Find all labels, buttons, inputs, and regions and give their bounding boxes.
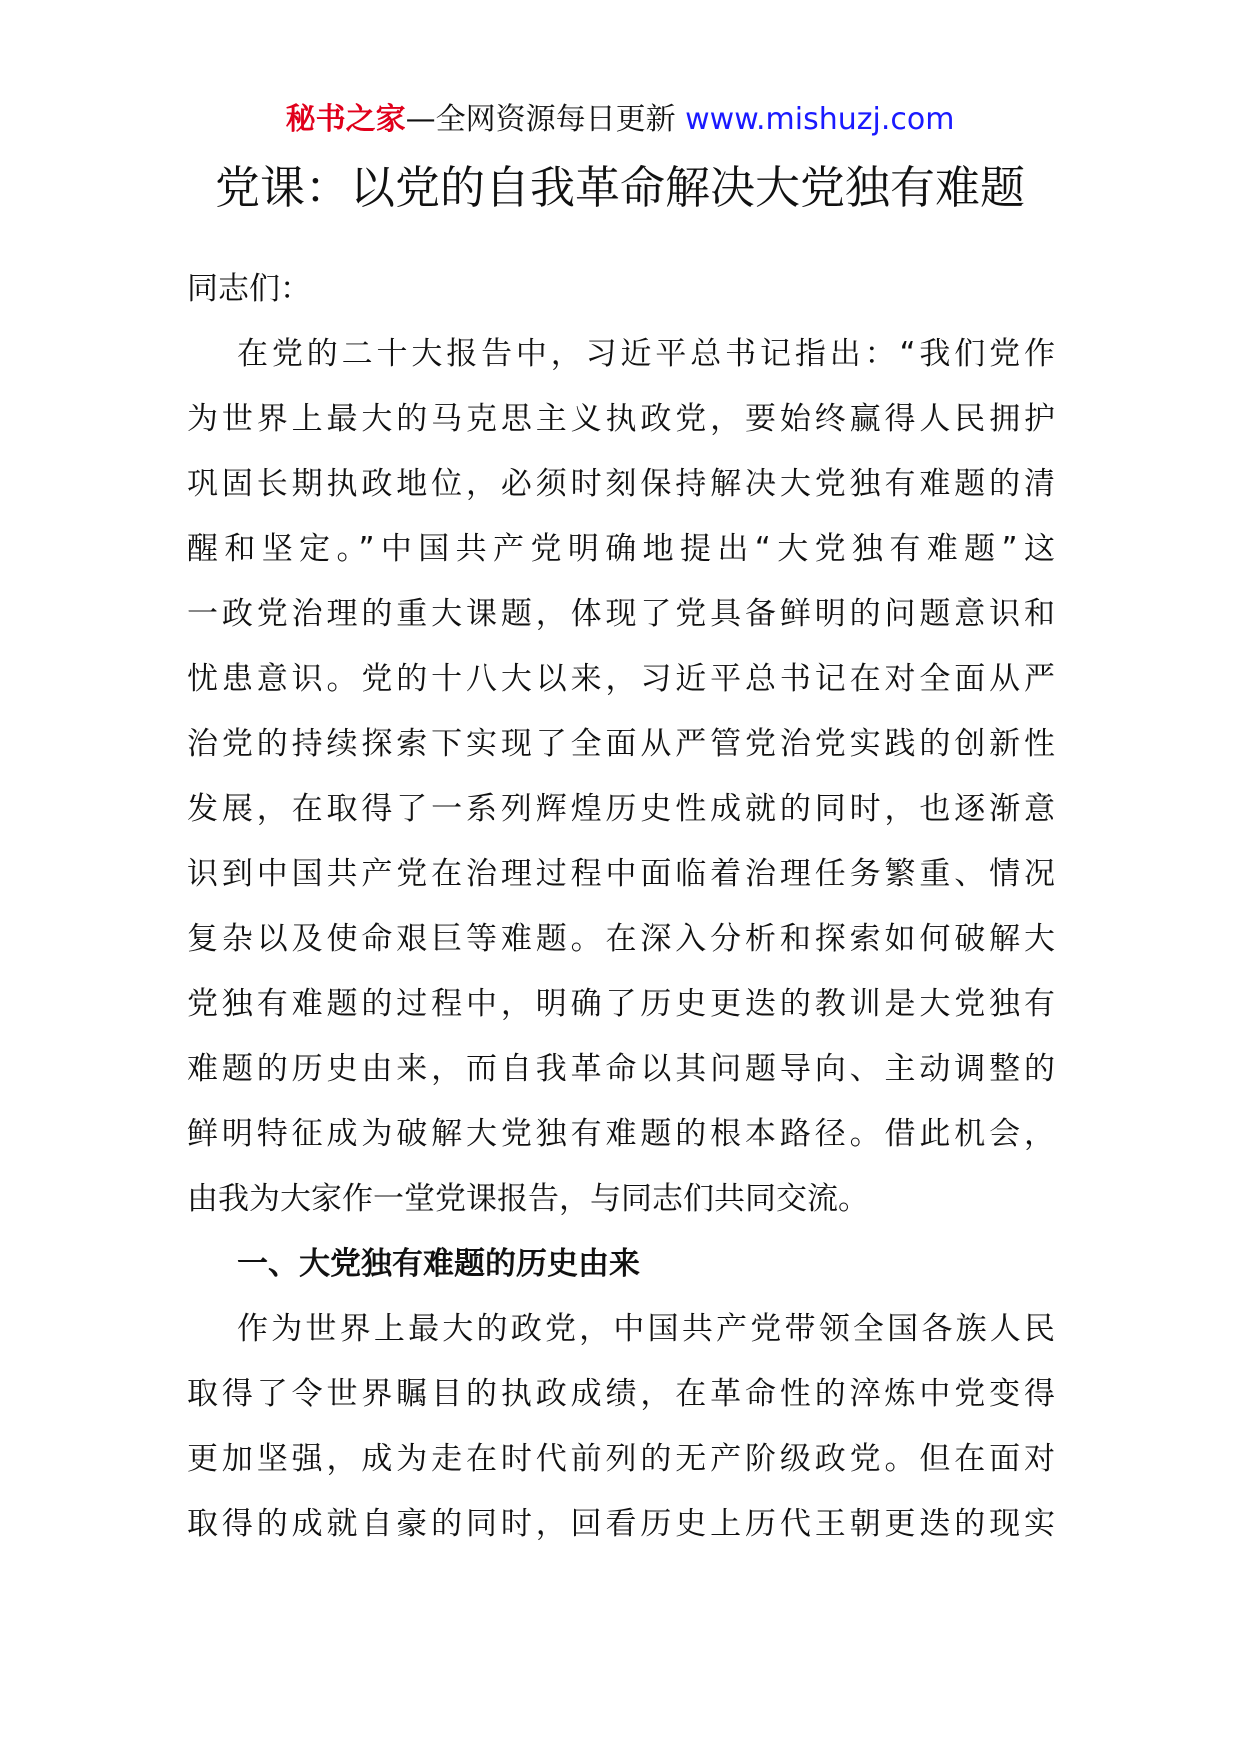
section-heading: 一、大党独有难题的历史由来	[237, 1246, 640, 1282]
brand-name: 秘书之家	[285, 102, 406, 137]
paragraph-line: 难题的历史由来，而自我革命以其问题导向、主动调整的	[187, 1051, 1055, 1087]
header-tagline: —全网资源每日更新	[405, 102, 676, 137]
salutation: 同志们：	[187, 271, 311, 307]
document-title: 党课：以党的自我革命解决大党独有难题	[214, 161, 1025, 214]
paragraph-line: 治党的持续探索下实现了全面从严管党治党实践的创新性	[187, 726, 1055, 762]
paragraph-line: 取得了令世界瞩目的执政成绩，在革命性的淬炼中党变得	[187, 1376, 1055, 1412]
paragraph-line: 一政党治理的重大课题，体现了党具备鲜明的问题意识和	[187, 596, 1055, 632]
paragraph-line: 鲜明特征成为破解大党独有难题的根本路径。借此机会，	[187, 1116, 1055, 1152]
paragraph-line: 取得的成就自豪的同时，回看历史上历代王朝更迭的现实	[187, 1506, 1055, 1542]
site-url-link[interactable]: www.mishuzj.com	[685, 102, 955, 137]
paragraph-line: 党独有难题的过程中，明确了历史更迭的教训是大党独有	[187, 986, 1055, 1022]
paragraph-line: 复杂以及使命艰巨等难题。在深入分析和探索如何破解大	[187, 921, 1055, 957]
paragraph-line: 识到中国共产党在治理过程中面临着治理任务繁重、情况	[187, 856, 1055, 892]
paragraph-line: 在党的二十大报告中，习近平总书记指出：“我们党作	[237, 336, 1055, 372]
paragraph-line: 巩固长期执政地位，必须时刻保持解决大党独有难题的清	[187, 466, 1055, 502]
paragraph-line: 忧患意识。党的十八大以来，习近平总书记在对全面从严	[187, 661, 1055, 697]
paragraph-line: 作为世界上最大的政党，中国共产党带领全国各族人民	[237, 1311, 1055, 1347]
paragraph-line: 为世界上最大的马克思主义执政党，要始终赢得人民拥护	[187, 401, 1055, 437]
paragraph-line: 更加坚强，成为走在时代前列的无产阶级政党。但在面对	[187, 1441, 1055, 1477]
site-header	[0, 100, 1240, 140]
document-body	[187, 257, 1055, 1557]
paragraph-line: 由我为大家作一堂党课报告，与同志们共同交流。	[187, 1181, 869, 1217]
paragraph-line: 发展，在取得了一系列辉煌历史性成就的同时，也逐渐意	[187, 791, 1055, 827]
paragraph-line: 醒和坚定。”中国共产党明确地提出“大党独有难题”这	[187, 531, 1055, 567]
